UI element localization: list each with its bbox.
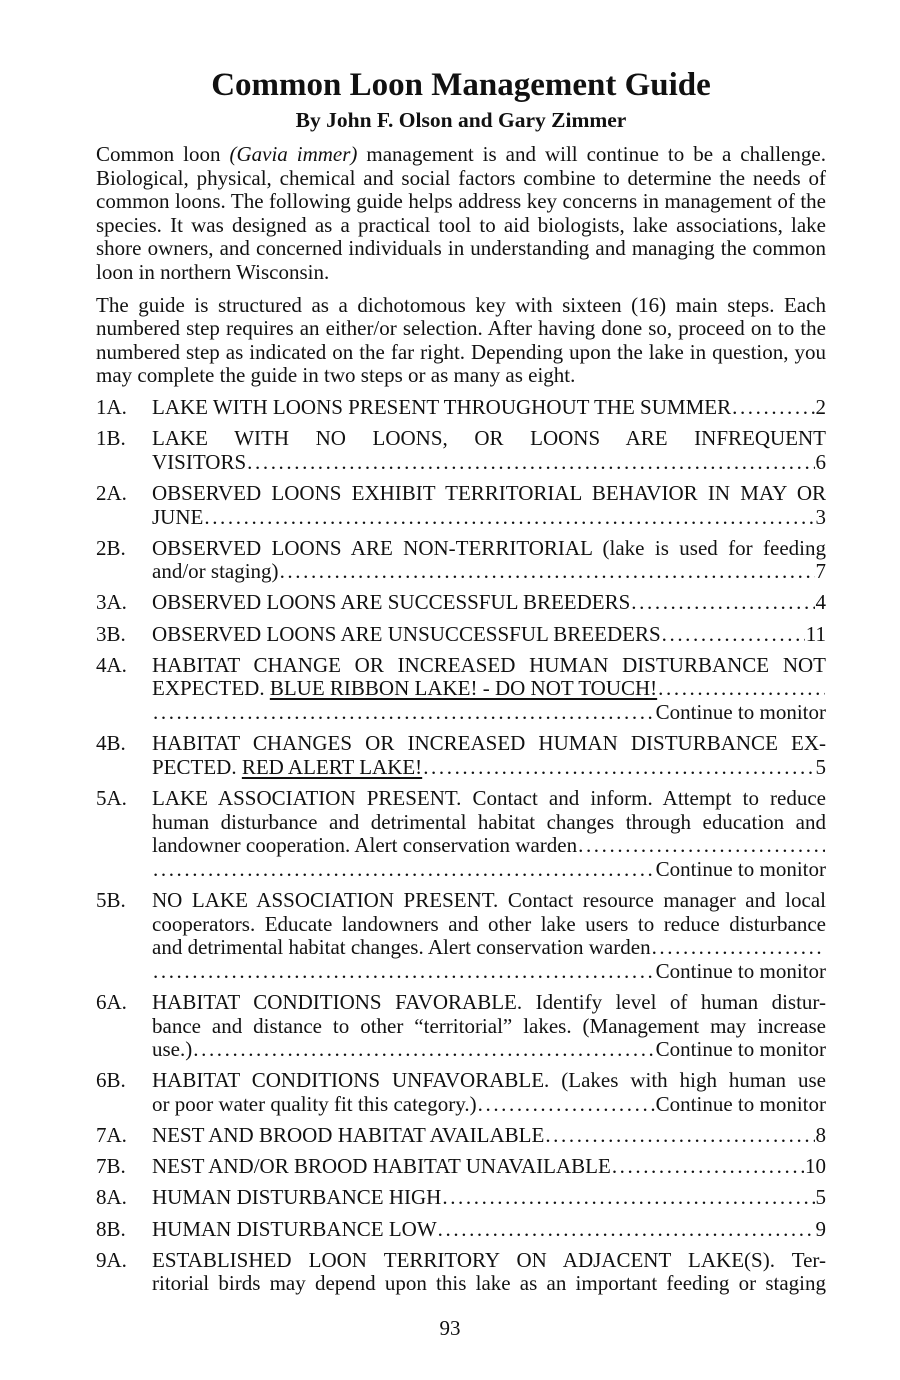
leader-dots — [442, 1186, 814, 1210]
intro-lead: Common loon — [96, 142, 230, 166]
step-target: Continue to monitor — [655, 1037, 826, 1062]
step-target: 11 — [805, 621, 826, 646]
intro-rest: management is and will continue to be a challenge. Biological, physical, chemical and social factors combine to determine the needs of common loons. The following guide helps address key concerns in management of the species. It was designed as a practical tool to aid biologists, lake associations, lake shore owners, and concerned individuals in understanding and managing the common loon in northern Wisconsin. — [96, 142, 826, 284]
step-text: LAKE WITH LOONS PRESENT THROUGHOUT THE SUMMER — [152, 394, 732, 419]
step-line — [152, 701, 826, 725]
page-number: 93 — [439, 1316, 461, 1340]
species-name: (Gavia immer) — [229, 142, 358, 166]
page-title: Common Loon Management Guide — [211, 67, 711, 103]
leader-dots — [423, 756, 814, 780]
leader-dots — [280, 560, 815, 584]
step-8b — [96, 1218, 826, 1242]
step-5b — [96, 889, 826, 983]
step-line — [152, 1186, 826, 1210]
step-text-line: OBSERVED LOONS ARE NON-TERRITORIAL (lake is used for feeding — [152, 535, 826, 560]
intro-paragraph — [96, 143, 826, 285]
step-number: 4A. — [96, 652, 127, 677]
step-4a — [96, 654, 826, 725]
step-number: 8B. — [96, 1216, 126, 1241]
blue-ribbon-label: BLUE RIBBON LAKE! - DO NOT TOUCH! — [269, 676, 658, 701]
step-text-line: HABITAT CONDITIONS UNFAVORABLE. (Lakes with high human use — [152, 1068, 826, 1093]
page-content — [96, 66, 826, 1304]
step-line — [152, 756, 826, 780]
step-line — [152, 560, 826, 584]
leader-dots — [204, 506, 814, 530]
step-3a — [96, 591, 826, 615]
step-target: 10 — [805, 1154, 826, 1179]
step-text: landowner cooperation. Alert conservation warden — [152, 833, 578, 858]
step-text: NEST AND BROOD HABITAT AVAILABLE — [152, 1123, 545, 1148]
step-text-line: NO LAKE ASSOCIATION PRESENT. Contact resource manager and local — [152, 887, 826, 912]
step-6b — [96, 1069, 826, 1116]
step-line — [152, 396, 826, 420]
step-number: 6A. — [96, 989, 127, 1014]
step-target: Continue to monitor — [655, 1091, 826, 1116]
step-target: Continue to monitor — [655, 958, 826, 983]
step-number: 2A. — [96, 480, 127, 505]
step-1b — [96, 427, 826, 474]
step-6a — [96, 991, 826, 1062]
step-number: 5A. — [96, 786, 127, 810]
step-text-line: LAKE ASSOCIATION PRESENT. Contact and inform. Attempt to reduce — [152, 786, 826, 810]
leader-dots — [631, 591, 814, 615]
step-7b — [96, 1155, 826, 1179]
step-line — [152, 1038, 826, 1062]
step-text: HUMAN DISTURBANCE HIGH — [152, 1185, 442, 1210]
step-text-line: human disturbance and detrimental habitat changes through education and — [152, 809, 826, 834]
step-text-line: OBSERVED LOONS EXHIBIT TERRITORIAL BEHAVIOR IN MAY OR — [152, 480, 826, 505]
step-text: JUNE — [152, 504, 204, 529]
step-text-prefix: EXPECTED. — [152, 676, 270, 701]
step-text-line: HABITAT CHANGES OR INCREASED HUMAN DISTURBANCE EX- — [152, 731, 826, 756]
step-text-line: cooperators. Educate landowners and other lake users to reduce disturbance — [152, 911, 826, 936]
step-4b — [96, 732, 826, 779]
step-text-line: HABITAT CHANGE OR INCREASED HUMAN DISTURBANCE NOT — [152, 652, 826, 677]
step-9a — [96, 1249, 826, 1296]
step-number: 2B. — [96, 535, 126, 560]
step-target: 9 — [815, 1216, 826, 1241]
step-target: 7 — [815, 559, 826, 584]
step-target: 2 — [815, 394, 826, 419]
step-line — [152, 623, 826, 647]
step-number: 1B. — [96, 426, 126, 451]
step-target: 8 — [815, 1123, 826, 1148]
leader-dots — [153, 701, 655, 725]
step-line — [152, 960, 826, 984]
step-7a — [96, 1124, 826, 1148]
red-alert-label: RED ALERT LAKE! — [241, 754, 423, 779]
leader-dots — [662, 623, 805, 647]
leader-dots — [247, 451, 814, 475]
step-text: VISITORS — [152, 449, 247, 474]
step-2b — [96, 537, 826, 584]
step-text: use.) — [152, 1037, 193, 1062]
step-target: Continue to monitor — [655, 856, 826, 881]
leader-dots — [478, 1093, 655, 1117]
step-line — [152, 1093, 826, 1117]
step-text-line: ESTABLISHED LOON TERRITORY ON ADJACENT LAKE(S). Ter- — [152, 1247, 826, 1272]
leader-dots — [612, 1155, 804, 1179]
step-target: Continue to monitor — [655, 700, 826, 725]
step-2a — [96, 482, 826, 529]
step-target: 3 — [815, 504, 826, 529]
step-text: NEST AND/OR BROOD HABITAT UNAVAILABLE — [152, 1154, 611, 1179]
step-text — [152, 677, 657, 701]
step-line — [152, 1218, 826, 1242]
step-text-line: LAKE WITH NO LOONS, OR LOONS ARE INFREQUENT — [152, 426, 826, 451]
step-text: OBSERVED LOONS ARE UNSUCCESSFUL BREEDERS — [152, 621, 661, 646]
step-number: 6B. — [96, 1068, 126, 1093]
step-number: 1A. — [96, 394, 127, 419]
step-8a — [96, 1186, 826, 1210]
step-number: 4B. — [96, 731, 126, 756]
leader-dots — [652, 936, 825, 960]
step-number: 7B. — [96, 1154, 126, 1179]
leader-dots — [153, 960, 655, 984]
step-text: or poor water quality fit this category.) — [152, 1091, 477, 1116]
leader-dots — [578, 834, 825, 858]
step-number: 3B. — [96, 621, 126, 646]
step-line — [152, 1124, 826, 1148]
step-text: HUMAN DISTURBANCE LOW — [152, 1216, 437, 1241]
step-text: OBSERVED LOONS ARE SUCCESSFUL BREEDERS — [152, 590, 631, 615]
step-number: 7A. — [96, 1123, 127, 1148]
step-target: 4 — [815, 590, 826, 615]
step-number: 5B. — [96, 887, 126, 912]
step-line — [152, 506, 826, 530]
byline: By John F. Olson and Gary Zimmer — [295, 108, 627, 132]
step-target: 5 — [815, 1185, 826, 1210]
leader-dots — [658, 677, 825, 701]
step-line — [152, 936, 826, 960]
step-text-line: ritorial birds may depend upon this lake as an important feeding or staging — [152, 1271, 826, 1296]
step-target: 6 — [815, 449, 826, 474]
step-text-line: bance and distance to other “territorial” lakes. (Management may increase — [152, 1013, 826, 1038]
step-number: 8A. — [96, 1185, 127, 1210]
step-1a — [96, 396, 826, 420]
step-text — [152, 756, 422, 780]
step-text: and detrimental habitat changes. Alert conservation warden — [152, 935, 651, 960]
structure-paragraph: The guide is structured as a dichotomous key with sixteen (16) main steps. Each numbered step requires an either/or selection. After having done so, proceed on to the numbered step as indicated on the far right. Depending upon the lake in question, you may complete the guide in two steps or as many as eight. — [96, 292, 826, 388]
step-line — [152, 1155, 826, 1179]
step-line — [152, 858, 826, 882]
step-line — [152, 591, 826, 615]
step-line — [152, 451, 826, 475]
step-text-line: HABITAT CONDITIONS FAVORABLE. Identify level of human distur- — [152, 989, 826, 1014]
step-text: and/or staging) — [152, 559, 279, 584]
leader-dots — [732, 396, 814, 420]
step-line — [152, 834, 826, 858]
step-target: 5 — [815, 754, 826, 779]
step-3b — [96, 623, 826, 647]
step-text-prefix: PECTED. — [152, 754, 242, 779]
step-5a — [96, 787, 826, 881]
leader-dots — [153, 858, 655, 882]
leader-dots — [545, 1124, 814, 1148]
step-number: 3A. — [96, 590, 127, 615]
key-steps — [96, 396, 826, 1296]
leader-dots — [193, 1038, 654, 1062]
step-number: 9A. — [96, 1247, 127, 1272]
leader-dots — [438, 1218, 815, 1242]
step-line — [152, 677, 826, 701]
